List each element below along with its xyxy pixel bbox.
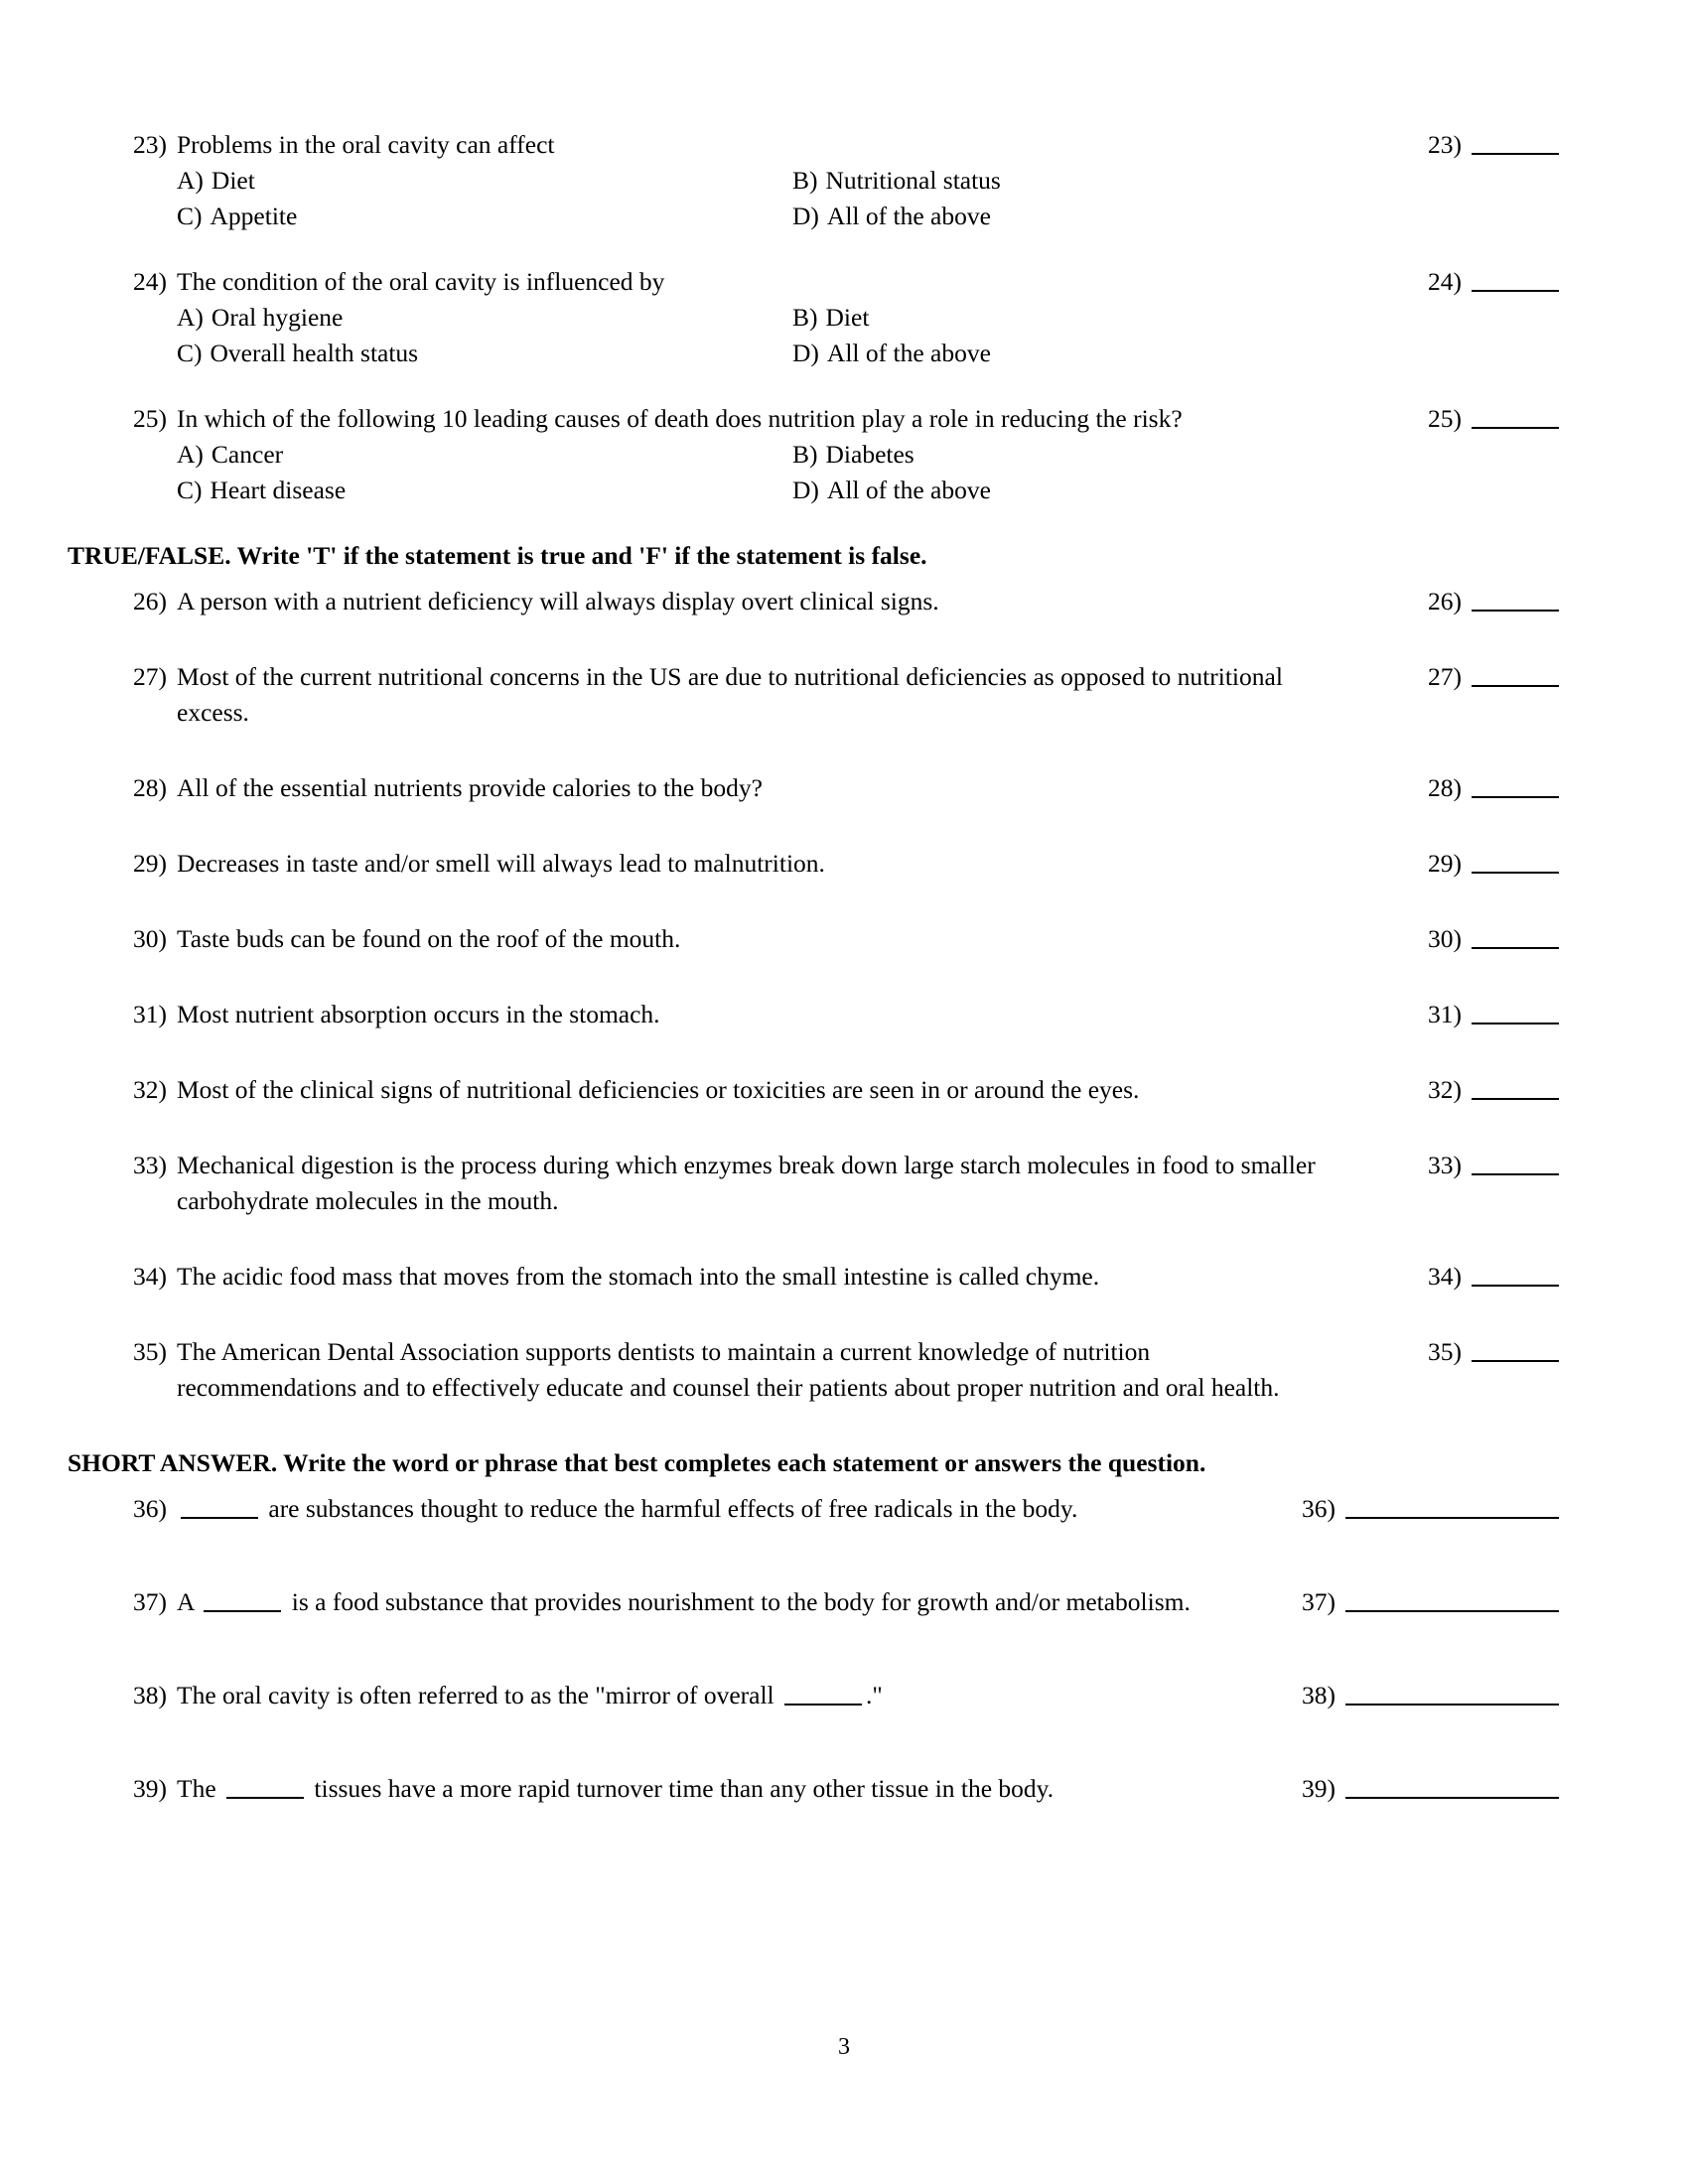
question-stem-row [129, 264, 1559, 300]
question-text-after-blank: tissues have a more rapid turnover time than any other tissue in the body. [308, 1774, 1055, 1803]
question-text-after-blank: ." [866, 1681, 883, 1709]
choice-a[interactable] [177, 437, 792, 473]
choice-d-text: All of the above [826, 476, 991, 504]
choice-b-label: B) [792, 440, 818, 469]
choice-d-label: D) [792, 202, 819, 230]
answer-number: 30) [1428, 924, 1462, 953]
question-number: 33) [133, 1151, 167, 1179]
choice-d-label: D) [792, 339, 819, 367]
question-number: 24) [133, 267, 167, 296]
answer-slot [1428, 1148, 1559, 1183]
question-text: In which of the following 10 leading causes of death does nutrition play a role in reducing the risk? [177, 404, 1183, 433]
question-text-before-blank: The oral cavity is often referred to as the "mirror of overall [177, 1681, 780, 1709]
answer-blank-line[interactable] [1472, 770, 1559, 798]
question-text: Most nutrient absorption occurs in the stomach. [177, 1000, 660, 1028]
choice-c-text: Overall health status [210, 339, 419, 367]
choice-a[interactable] [177, 300, 792, 336]
choice-d[interactable] [792, 473, 1559, 508]
answer-number: 23) [1428, 130, 1462, 159]
choices-grid [175, 163, 1559, 234]
choice-a-label: A) [177, 303, 204, 332]
question-row [129, 921, 1559, 957]
page-number: 3 [838, 2034, 850, 2060]
question-text: Most of the clinical signs of nutritional deficiencies or toxicities are seen in or around the eyes. [177, 1075, 1140, 1104]
choice-a-label: A) [177, 440, 204, 469]
question-stem-row [129, 401, 1559, 437]
question-block-33 [129, 1148, 1559, 1219]
question-block-37 [129, 1584, 1559, 1620]
answer-blank-line[interactable] [1472, 997, 1559, 1024]
answer-number: 26) [1428, 587, 1462, 615]
answer-slot [1428, 659, 1559, 695]
answer-blank-line[interactable] [1472, 921, 1559, 949]
answer-slot [1302, 1584, 1559, 1620]
choice-b-text: Nutritional status [825, 166, 1001, 195]
answer-blank-line[interactable] [1472, 1072, 1559, 1100]
question-number: 35) [133, 1337, 167, 1366]
question-block-36 [129, 1491, 1559, 1527]
choice-b[interactable] [792, 163, 1559, 199]
question-text: Mechanical digestion is the process during which enzymes break down large starch molecules in food to smaller carbohydrate molecules in the mouth. [177, 1151, 1316, 1215]
question-number: 28) [133, 773, 167, 802]
question-text-after-blank: is a food substance that provides nourishment to the body for growth and/or metabolism. [285, 1587, 1191, 1616]
choice-a-label: A) [177, 166, 204, 195]
answer-slot [1428, 127, 1559, 163]
answer-blank-line[interactable] [1472, 1334, 1559, 1362]
choices-column-left [177, 163, 792, 234]
choice-d[interactable] [792, 336, 1559, 371]
answer-number: 36) [1302, 1494, 1336, 1523]
question-text: The acidic food mass that moves from the stomach into the small intestine is called chyme. [177, 1262, 1100, 1291]
choice-b[interactable] [792, 300, 1559, 336]
question-stem-row [129, 127, 1559, 163]
answer-blank-line[interactable] [1472, 1259, 1559, 1287]
answer-slot [1428, 921, 1559, 957]
question-number: 23) [133, 130, 167, 159]
answer-number: 35) [1428, 1337, 1462, 1366]
question-block-30 [129, 921, 1559, 957]
question-number: 38) [133, 1681, 167, 1709]
question-text-before-blank: The [177, 1774, 223, 1803]
answer-slot [1302, 1771, 1559, 1807]
question-block-27 [129, 659, 1559, 731]
question-block-29 [129, 846, 1559, 882]
question-number: 31) [133, 1000, 167, 1028]
choice-a-text: Oral hygiene [211, 303, 344, 332]
choice-c-text: Appetite [210, 202, 298, 230]
choice-a-text: Diet [211, 166, 255, 195]
answer-slot [1428, 1072, 1559, 1108]
answer-slot [1302, 1678, 1559, 1713]
question-block-26 [129, 584, 1559, 619]
answer-slot [1302, 1491, 1559, 1527]
answer-number: 32) [1428, 1075, 1462, 1104]
answer-blank-line[interactable] [1345, 1678, 1559, 1706]
answer-blank-line[interactable] [1472, 401, 1559, 429]
answer-slot [1428, 1259, 1559, 1295]
question-row [129, 659, 1559, 731]
question-block-35 [129, 1334, 1559, 1406]
answer-blank-line[interactable] [1472, 584, 1559, 612]
question-text: The condition of the oral cavity is influenced by [177, 267, 665, 296]
question-text: Decreases in taste and/or smell will always lead to malnutrition. [177, 849, 825, 878]
choice-b-label: B) [792, 303, 818, 332]
answer-blank-line[interactable] [1472, 127, 1559, 155]
question-number: 30) [133, 924, 167, 953]
answer-slot [1428, 846, 1559, 882]
answer-number: 29) [1428, 849, 1462, 878]
question-number: 29) [133, 849, 167, 878]
question-text-after-blank: are substances thought to reduce the harmful effects of free radicals in the body. [262, 1494, 1078, 1523]
true-false-section-heading: TRUE/FALSE. Write 'T' if the statement is true and 'F' if the statement is false. [68, 541, 927, 570]
question-text: The American Dental Association supports dentists to maintain a current knowledge of nutrition recommendations and to effectively educate and counsel their patients about proper nutrition and oral health. [177, 1337, 1280, 1402]
question-text: All of the essential nutrients provide calories to the body? [177, 773, 763, 802]
question-number: 27) [133, 662, 167, 691]
question-number: 25) [133, 404, 167, 433]
answer-slot [1428, 264, 1559, 300]
answer-blank-line[interactable] [1472, 264, 1559, 292]
question-text: A person with a nutrient deficiency will always display overt clinical signs. [177, 587, 939, 615]
answer-number: 28) [1428, 773, 1462, 802]
choice-c-label: C) [177, 476, 203, 504]
short-answer-section-heading: SHORT ANSWER. Write the word or phrase that best completes each statement or answers the question. [68, 1448, 1206, 1477]
answer-slot [1428, 401, 1559, 437]
answer-number: 24) [1428, 267, 1462, 296]
question-text [175, 1771, 1229, 1807]
answer-number: 38) [1302, 1681, 1336, 1709]
choice-a[interactable] [177, 163, 792, 199]
answer-number: 27) [1428, 662, 1462, 691]
choice-b-text: Diet [825, 303, 870, 332]
question-text: Taste buds can be found on the roof of the mouth. [177, 924, 681, 953]
inline-blank[interactable] [204, 1590, 281, 1612]
question-number: 37) [133, 1587, 167, 1616]
question-number: 34) [133, 1262, 167, 1291]
choice-a-text: Cancer [211, 440, 284, 469]
question-block-28 [129, 770, 1559, 806]
choice-d-text: All of the above [826, 339, 991, 367]
answer-blank-line[interactable] [1345, 1771, 1559, 1799]
choice-b-text: Diabetes [825, 440, 914, 469]
question-block-34 [129, 1259, 1559, 1295]
choices-column-left [177, 437, 792, 508]
choice-c[interactable] [177, 336, 792, 371]
question-text [175, 1584, 1229, 1620]
answer-blank-line[interactable] [1472, 659, 1559, 687]
choices-grid [175, 437, 1559, 508]
choice-d-label: D) [792, 476, 819, 504]
choice-c[interactable] [177, 199, 792, 234]
question-text: Most of the current nutritional concerns in the US are due to nutritional deficiencies as opposed to nutritional excess. [177, 662, 1283, 727]
question-number: 39) [133, 1774, 167, 1803]
choice-b-label: B) [792, 166, 818, 195]
answer-number: 37) [1302, 1587, 1336, 1616]
choices-column-right [792, 437, 1559, 508]
question-number: 32) [133, 1075, 167, 1104]
question-text: Problems in the oral cavity can affect [177, 130, 555, 159]
question-row [129, 1334, 1559, 1406]
answer-number: 39) [1302, 1774, 1336, 1803]
choices-grid [175, 300, 1559, 371]
answer-number: 25) [1428, 404, 1462, 433]
question-block-38 [129, 1678, 1559, 1713]
question-row [129, 846, 1559, 882]
choice-d[interactable] [792, 199, 1559, 234]
choice-c-text: Heart disease [210, 476, 347, 504]
choice-c-label: C) [177, 339, 203, 367]
choice-b[interactable] [792, 437, 1559, 473]
question-row [129, 584, 1559, 619]
question-row [129, 1148, 1559, 1219]
question-text [175, 1678, 1229, 1713]
inline-blank[interactable] [181, 1497, 258, 1519]
answer-slot [1428, 997, 1559, 1032]
question-number: 36) [133, 1494, 167, 1523]
question-text [175, 1491, 1229, 1527]
answer-blank-line[interactable] [1345, 1584, 1559, 1612]
inline-blank[interactable] [784, 1684, 862, 1706]
answer-slot [1428, 584, 1559, 619]
question-block-39 [129, 1771, 1559, 1807]
choices-column-right [792, 300, 1559, 371]
question-row [129, 1259, 1559, 1295]
inline-blank[interactable] [226, 1777, 304, 1799]
answer-slot [1428, 1334, 1559, 1370]
question-block-25 [129, 401, 1559, 508]
answer-number: 31) [1428, 1000, 1462, 1028]
answer-number: 33) [1428, 1151, 1462, 1179]
choice-d-text: All of the above [826, 202, 991, 230]
answer-blank-line[interactable] [1345, 1491, 1559, 1519]
choices-column-left [177, 300, 792, 371]
choice-c[interactable] [177, 473, 792, 508]
choices-column-right [792, 163, 1559, 234]
question-text-before-blank: A [177, 1587, 201, 1616]
answer-slot [1428, 770, 1559, 806]
question-block-31 [129, 997, 1559, 1032]
answer-blank-line[interactable] [1472, 1148, 1559, 1175]
question-row [129, 770, 1559, 806]
question-block-23 [129, 127, 1559, 234]
question-number: 26) [133, 587, 167, 615]
answer-number: 34) [1428, 1262, 1462, 1291]
question-row [129, 997, 1559, 1032]
choice-c-label: C) [177, 202, 203, 230]
answer-blank-line[interactable] [1472, 846, 1559, 874]
question-block-24 [129, 264, 1559, 371]
question-block-32 [129, 1072, 1559, 1108]
question-row [129, 1072, 1559, 1108]
